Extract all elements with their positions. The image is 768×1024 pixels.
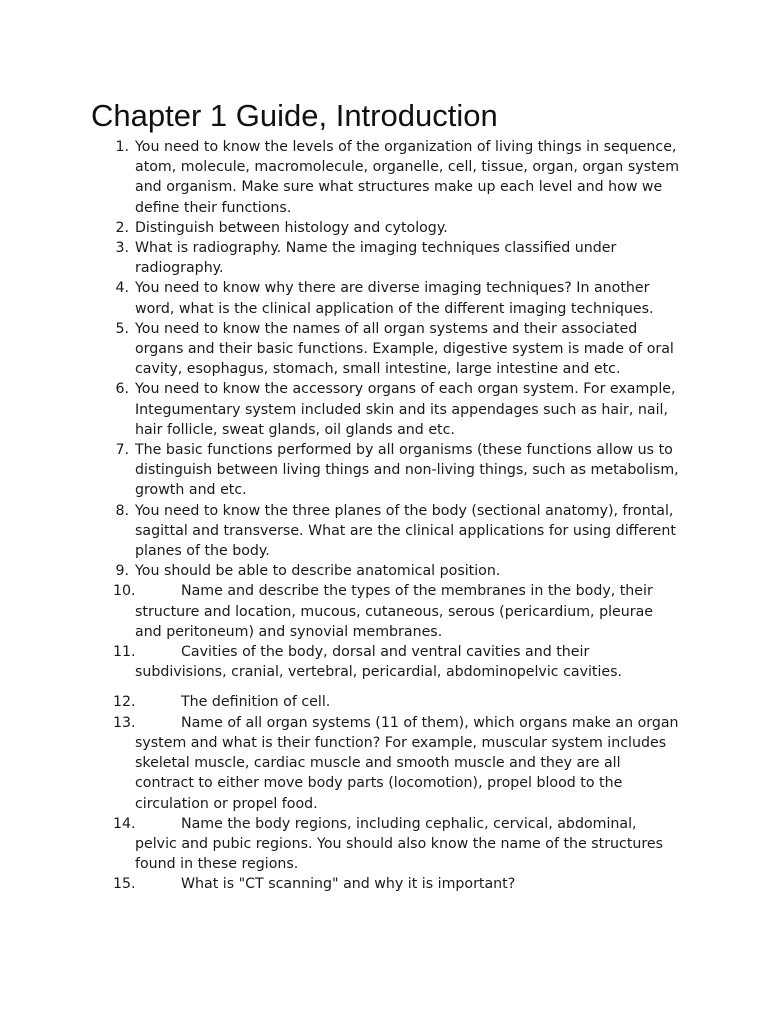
list-item [115,440,680,501]
item-number: 10. [113,583,136,600]
item-text: You need to know the names of all organ systems and their associated organs and their basic functions. Example, digestive system is made of oral cavity, esophagus, stomach, small intestine, large intestine and etc. [135,320,674,378]
item-text: You should be able to describe anatomical position. [135,563,501,580]
numbered-list [113,137,680,895]
list-item [115,218,680,238]
item-text: Name of all organ systems (11 of them), which organs make an organ system and what is their function? For example, muscular system includes skeletal muscle, cardiac muscle and smooth muscle and they are all contract to either move body parts (locomotion), propel blood to the circulation or propel food. [135,714,679,812]
item-number: 1. [115,139,129,155]
item-number: 4. [115,280,129,297]
item-text: You need to know why there are diverse imaging techniques? In another word, what is the clinical application of the different imaging techniques. [135,280,654,317]
list-item [113,814,680,875]
item-text: You need to know the levels of the organization of living things in sequence, atom, molecule, macromolecule, organelle, cell, tissue, organ, organ system and organism. Make sure what structures make up each level and how we define their functions. [135,139,680,216]
list-item [115,379,680,440]
item-text: You need to know the accessory organs of each organ system. For example, Integumentary system included skin and its appendages such as hair, nail, hair follicle, sweat glands, oil glands and etc. [135,381,676,438]
list-item [115,319,680,380]
item-number: 8. [115,502,129,519]
item-number: 12. [113,694,136,711]
list-item [113,581,680,642]
list-item [113,713,680,814]
item-text: The basic functions performed by all organisms (these functions allow us to distinguish between living things and non-living things, such as metabolism, growth and etc. [135,442,679,499]
list-item [113,692,680,712]
list-item [115,561,680,581]
list-item [115,238,680,278]
list-item [115,278,680,318]
item-number: 5. [115,320,129,337]
item-number: 13. [113,714,136,731]
item-text: The definition of cell. [181,694,331,711]
item-text: Name and describe the types of the membranes in the body, their structure and location, mucous, cutaneous, serous (pericardium, pleurae and peritoneum) and synovial membranes. [135,583,653,640]
item-number: 7. [115,442,129,459]
list-item [115,501,680,562]
page-title: Chapter 1 Guide, Introduction [91,98,498,133]
list-item [113,642,680,682]
item-text: Name the body regions, including cephalic, cervical, abdominal, pelvic and pubic regions. You should also know the name of the structures found in these regions. [135,815,664,873]
item-number: 3. [115,240,129,257]
item-text: What is "CT scanning" and why it is important? [181,876,516,893]
list-item [113,874,680,894]
item-text: Distinguish between histology and cytology. [135,219,448,236]
item-number: 6. [115,381,129,398]
item-text: What is radiography. Name the imaging techniques classified under radiography. [135,240,617,277]
item-number: 15. [113,876,136,893]
item-number: 2. [115,219,129,236]
list-item [115,137,680,218]
item-number: 14. [113,815,136,832]
item-number: 9. [115,563,129,580]
item-number: 11. [113,644,136,661]
item-text: Cavities of the body, dorsal and ventral cavities and their subdivisions, cranial, vertebral, pericardial, abdominopelvic cavities. [135,644,623,681]
item-text: You need to know the three planes of the body (sectional anatomy), frontal, sagittal and transverse. What are the clinical applications for using different planes of the body. [135,502,676,560]
